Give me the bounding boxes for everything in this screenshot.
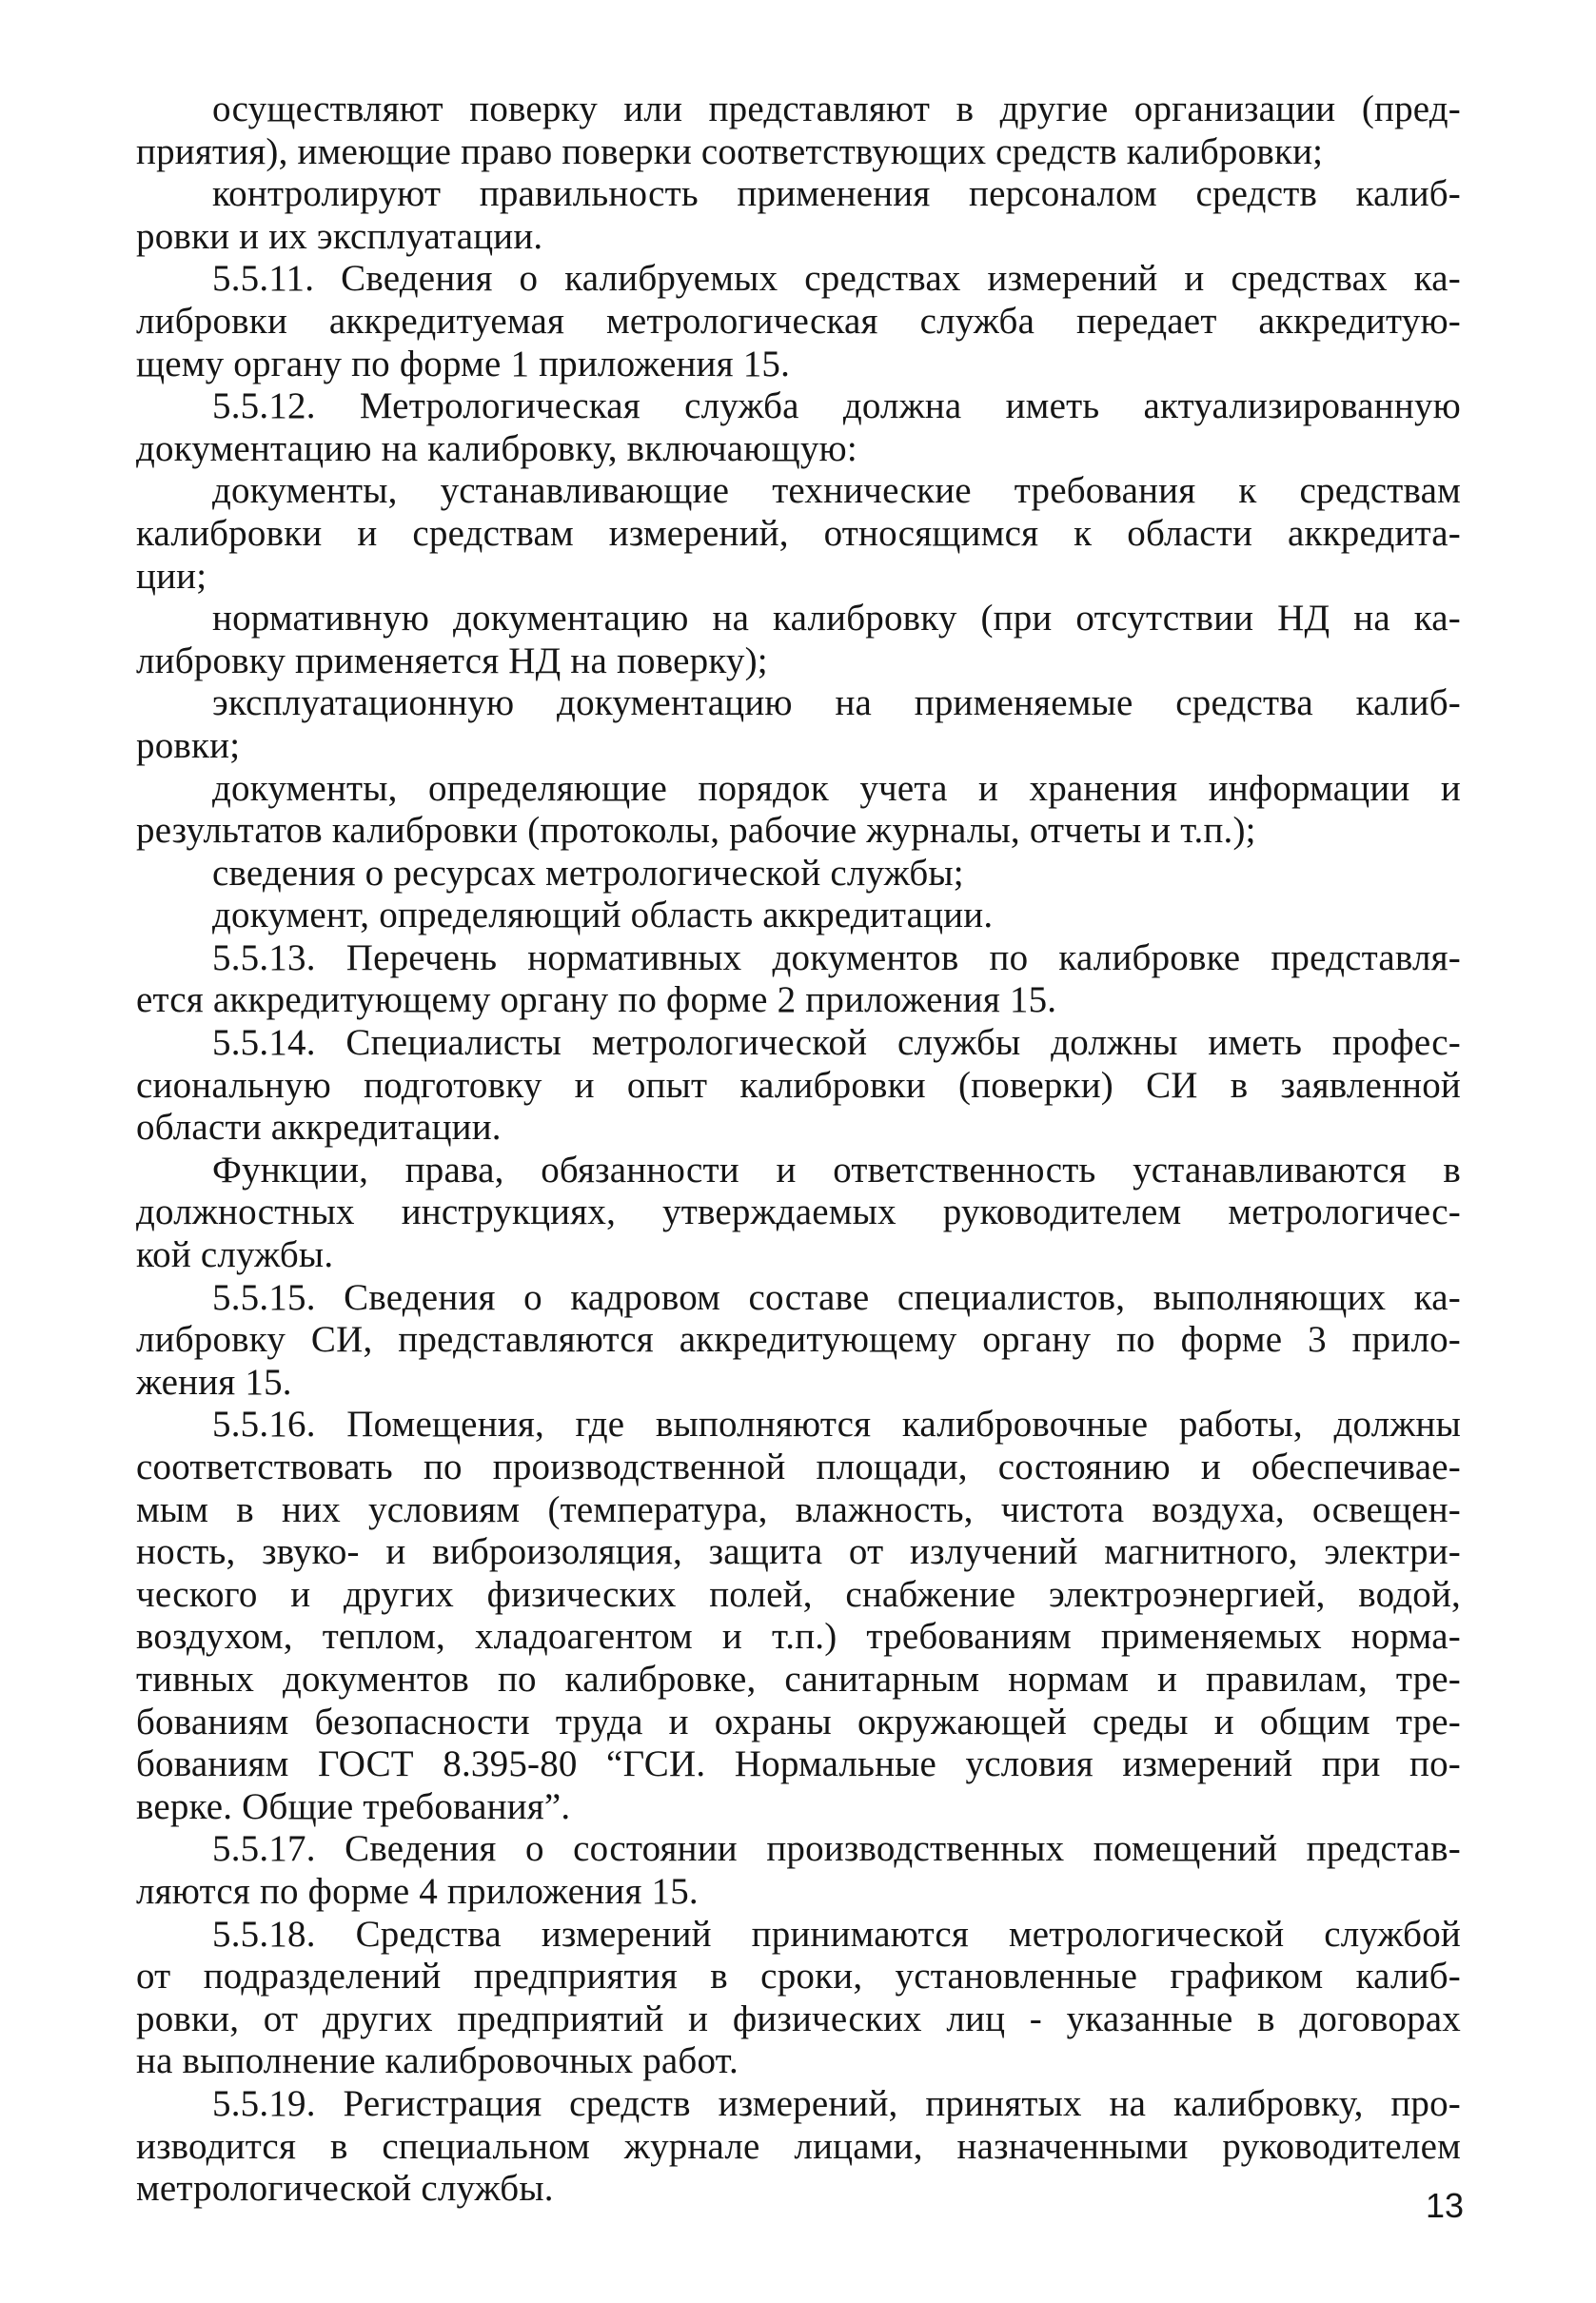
text-line: 5.5.15. Сведения о кадровом составе специалистов, выполняющих ка- <box>212 1276 1461 1318</box>
paragraph <box>136 598 1461 682</box>
text-line: либровки аккредитуемая метрологическая служба передает аккредитую- <box>136 300 1461 342</box>
paragraph <box>136 1277 1461 1405</box>
paragraph <box>136 258 1461 385</box>
paragraph <box>136 1828 1461 1913</box>
text-line: изводится в специальном журнале лицами, назначенными руководителем <box>136 2125 1461 2167</box>
paragraph <box>136 470 1461 598</box>
text-line: 5.5.18. Средства измерений принимаются метрологической службой <box>212 1913 1461 1955</box>
text-line: 5.5.14. Специалисты метрологической службы должны иметь профес- <box>212 1022 1461 1064</box>
text-line: на выполнение калибровочных работ. <box>136 2040 739 2082</box>
body-text <box>136 89 1461 2211</box>
text-line: метрологической службы. <box>136 2168 554 2210</box>
text-line: ность, звуко- и виброизоляция, защита от излучений магнитного, электри- <box>136 1531 1461 1573</box>
text-line: ровки, от других предприятий и физических лиц - указанные в договорах <box>136 1998 1461 2039</box>
text-line: соответствовать по производственной площади, состоянию и обеспечивае- <box>136 1447 1461 1487</box>
text-line: контролируют правильность применения персоналом средств калиб- <box>212 173 1461 215</box>
text-line: документы, устанавливающие технические требования к средствам <box>212 470 1461 512</box>
text-line: ции; <box>136 555 207 597</box>
text-line: области аккредитации. <box>136 1107 502 1149</box>
paragraph <box>136 1914 1461 2083</box>
text-line: кой службы. <box>136 1234 334 1276</box>
text-line: жения 15. <box>136 1361 292 1403</box>
text-line: 5.5.12. Метрологическая служба должна иметь актуализированную <box>212 385 1461 427</box>
text-line: от подразделений предприятия в сроки, установленные графиком калиб- <box>136 1956 1461 1998</box>
text-line: документ, определяющий область аккредитации. <box>212 895 994 936</box>
text-line: 5.5.16. Помещения, где выполняются калибровочные работы, должны <box>212 1404 1461 1446</box>
paragraph <box>136 1022 1461 1150</box>
text-line: ческого и других физических полей, снабжение электроэнергией, водой, <box>136 1573 1461 1615</box>
text-line: эксплуатационную документацию на применяемые средства калиб- <box>212 682 1461 724</box>
paragraph <box>136 853 1461 896</box>
text-line: должностных инструкциях, утверждаемых руководителем метрологичес- <box>136 1191 1461 1233</box>
text-line: воздухом, теплом, хладоагентом и т.п.) требованиям применяемых норма- <box>136 1616 1461 1658</box>
text-line: 5.5.11. Сведения о калибруемых средствах измерений и средствах ка- <box>212 258 1461 300</box>
text-line: документацию на калибровку, включающую: <box>136 427 857 469</box>
text-line: 5.5.13. Перечень нормативных документов по калибровке представля- <box>212 936 1461 978</box>
text-line: щему органу по форме 1 приложения 15. <box>136 343 791 384</box>
text-line: бованиям ГОСТ 8.395-80 “ГСИ. Нормальные условия измерений при по- <box>136 1743 1461 1785</box>
text-line: ется аккредитующему органу по форме 2 приложения 15. <box>136 979 1057 1021</box>
paragraph <box>136 173 1461 258</box>
text-line: тивных документов по калибровке, санитарным нормам и правилам, тре- <box>136 1658 1461 1700</box>
text-line: документы, определяющие порядок учета и хранения информации и <box>212 767 1461 809</box>
paragraph <box>136 768 1461 853</box>
page-number: 13 <box>1425 2186 1464 2225</box>
text-line: 5.5.17. Сведения о состоянии производственных помещений представ- <box>212 1828 1461 1870</box>
text-line: бованиям безопасности труда и охраны окружающей среды и общим тре- <box>136 1701 1461 1742</box>
paragraph <box>136 1150 1461 1277</box>
text-line: ровки; <box>136 724 241 766</box>
text-line: либровку СИ, представляются аккредитующему органу по форме 3 прило- <box>136 1319 1461 1361</box>
text-line: верке. Общие требования”. <box>136 1785 571 1827</box>
text-line: калибровки и средствам измерений, относящимся к области аккредита- <box>136 512 1461 554</box>
paragraph <box>136 2083 1461 2211</box>
text-line: мым в них условиям (температура, влажность, чистота воздуха, освещен- <box>136 1488 1461 1530</box>
text-line: ляются по форме 4 приложения 15. <box>136 1870 699 1912</box>
paragraph <box>136 682 1461 767</box>
text-line: результатов калибровки (протоколы, рабочие журналы, отчеты и т.п.); <box>136 810 1256 852</box>
paragraph <box>136 89 1461 173</box>
text-line: 5.5.19. Регистрация средств измерений, принятых на калибровку, про- <box>212 2082 1461 2124</box>
text-line: приятия), имеющие право поверки соответствующих средств калибровки; <box>136 130 1324 172</box>
paragraph <box>136 895 1461 937</box>
text-line: либровку применяется НД на поверку); <box>136 640 768 681</box>
paragraph <box>136 1404 1461 1828</box>
text-line: осуществляют поверку или представляют в другие организации (пред- <box>212 89 1461 129</box>
paragraph <box>136 385 1461 470</box>
paragraph <box>136 937 1461 1022</box>
text-line: сведения о ресурсах метрологической службы; <box>212 852 964 894</box>
text-line: ровки и их эксплуатации. <box>136 215 543 257</box>
text-line: нормативную документацию на калибровку (при отсутствии НД на ка- <box>212 598 1461 640</box>
text-line: Функции, права, обязанности и ответственность устанавливаются в <box>212 1149 1461 1191</box>
text-line: сиональную подготовку и опыт калибровки (поверки) СИ в заявленной <box>136 1064 1461 1106</box>
